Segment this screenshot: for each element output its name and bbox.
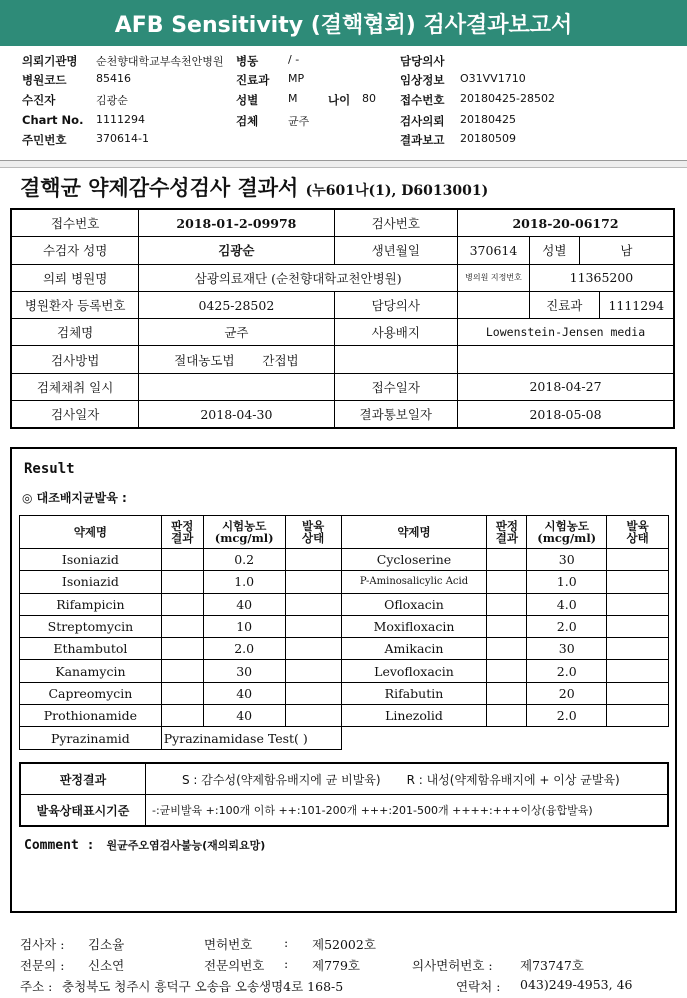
conc-cell: 30 (527, 638, 607, 660)
conc-cell: 1.0 (203, 571, 285, 593)
info-label: 검체채취 일시 (11, 373, 139, 400)
table-row (11, 291, 674, 318)
doctor-label: 담당의사 (400, 54, 445, 68)
growth-cell (607, 638, 669, 660)
specialist-label: 전문의 : (20, 958, 65, 973)
method-1: 절대농도법 (174, 352, 235, 368)
document-code: (누601나(1), D6013001) (305, 183, 489, 199)
info-value: 2018-01-2-09978 (139, 209, 334, 237)
growth-cell (285, 660, 341, 682)
growth-cell (285, 638, 341, 660)
contact-label: 연락처 : (456, 979, 501, 994)
info-label: 생년월일 (334, 237, 457, 264)
conc-cell: 2.0 (527, 660, 607, 682)
info-value: 2018-20-06172 (458, 209, 674, 237)
judge-cell (487, 660, 527, 682)
judge-cell (161, 615, 203, 637)
growth-text: -:균비발육 +:100개 이하 ++:101-200개 +++:201-500개 ++++:+++이상(융합발육) (146, 795, 669, 827)
growth-cell (607, 615, 669, 637)
conc-cell: 20 (527, 682, 607, 704)
license-label: 면허번호 (204, 937, 253, 952)
growth-cell (285, 549, 341, 571)
spec-no-label: 전문의번호 (204, 958, 265, 973)
col-growth: 발육 상태 (285, 516, 341, 549)
info-value: 0425-28502 (139, 291, 334, 318)
info-label: 검사방법 (11, 346, 139, 373)
drug-name: Streptomycin (20, 615, 162, 637)
info-label: 성별 (529, 237, 579, 264)
col-conc: 시험농도 (mcg/ml) (527, 516, 607, 549)
judge-cell (161, 660, 203, 682)
judge-s: S : 감수성(약제함유배지에 균 비발육) (182, 772, 381, 787)
judge-text (146, 763, 669, 795)
table-row (20, 593, 669, 615)
drug-name: Ofloxacin (341, 593, 487, 615)
col-growth: 발육 상태 (607, 516, 669, 549)
tester-label: 검사자 : (20, 937, 65, 952)
info-label: 결과통보일자 (334, 401, 457, 429)
receipt-value: 20180425-28502 (460, 92, 555, 105)
growth-cell (607, 660, 669, 682)
drug-name: Moxifloxacin (341, 615, 487, 637)
growth-cell (607, 549, 669, 571)
col-drug: 약제명 (341, 516, 487, 549)
table-row (20, 795, 668, 827)
hospital-label: 의뢰기관명 (22, 54, 78, 68)
judge-cell (487, 571, 527, 593)
col-conc: 시험농도 (mcg/ml) (203, 516, 285, 549)
info-label: 수검자 성명 (11, 237, 139, 264)
growth-cell (285, 593, 341, 615)
judge-cell (487, 615, 527, 637)
info-value: 2018-05-08 (458, 401, 674, 429)
info-value: 삼광의료재단 (순천향대학교천안병원) (139, 264, 458, 291)
drug-name: Isoniazid (20, 571, 162, 593)
drug-name: Levofloxacin (341, 660, 487, 682)
conc-cell: 0.2 (203, 549, 285, 571)
table-row (20, 549, 669, 571)
info-value (334, 346, 457, 373)
conc-cell: 4.0 (527, 593, 607, 615)
drug-name: Linezolid (341, 705, 487, 727)
clinical-value: O31VV1710 (460, 72, 526, 85)
judge-cell (487, 593, 527, 615)
chart-label: Chart No. (22, 113, 84, 127)
info-value: Lowenstein-Jensen media (458, 319, 674, 346)
info-value (458, 346, 674, 373)
comment-label: Comment : (24, 838, 95, 853)
drug-name: P-Aminosalicylic Acid (341, 571, 487, 593)
growth-cell (285, 682, 341, 704)
info-value (458, 291, 530, 318)
drug-name: Kanamycin (20, 660, 162, 682)
info-label: 진료과 (529, 291, 599, 318)
judge-cell (161, 549, 203, 571)
code-label: 병원코드 (22, 73, 67, 87)
judge-label: 판정결과 (20, 763, 146, 795)
info-label: 병원환자 등록번호 (11, 291, 139, 318)
method-2: 간접법 (262, 352, 299, 368)
judge-cell (161, 638, 203, 660)
table-row (11, 264, 674, 291)
judge-cell (161, 705, 203, 727)
chart-value: 1111294 (96, 113, 145, 126)
info-label: 검사일자 (11, 401, 139, 429)
specialist-value: 신소연 (88, 958, 125, 973)
table-row (20, 571, 669, 593)
info-value: 370614 (458, 237, 530, 264)
conc-cell: 1.0 (527, 571, 607, 593)
header-divider (0, 160, 687, 168)
document-title (20, 172, 488, 202)
growth-cell (607, 593, 669, 615)
drug-name: Isoniazid (20, 549, 162, 571)
conc-cell: 2.0 (527, 705, 607, 727)
info-table (10, 208, 675, 429)
address-value: 충청북도 청주시 흥덕구 오송읍 오송생명4로 168-5 (62, 979, 344, 994)
conc-cell: 40 (203, 593, 285, 615)
table-row (11, 237, 674, 264)
drug-name: Pyrazinamid (20, 727, 162, 749)
table-row (11, 209, 674, 237)
info-value (139, 346, 334, 373)
growth-cell (285, 571, 341, 593)
table-row (20, 615, 669, 637)
table-row (11, 401, 674, 429)
resident-value: 370614-1 (96, 132, 149, 145)
age-value: 80 (362, 92, 376, 105)
report-label: 결과보고 (400, 133, 445, 147)
report-banner-title: AFB Sensitivity (결핵협회) 검사결과보고서 (0, 0, 687, 46)
col-judge: 판정 결과 (487, 516, 527, 549)
table-row (20, 660, 669, 682)
info-label: 의뢰 병원명 (11, 264, 139, 291)
pza-test: Pyrazinamidase Test( ) (161, 727, 341, 749)
receipt-label: 접수번호 (400, 93, 445, 107)
table-row (20, 638, 669, 660)
result-section (10, 447, 677, 913)
judge-cell (487, 705, 527, 727)
conc-cell: 2.0 (203, 638, 285, 660)
growth-label: 발육상태표시기준 (20, 795, 146, 827)
table-row (11, 319, 674, 346)
col-drug: 약제명 (20, 516, 162, 549)
comment (24, 837, 265, 853)
dept-value: MP (288, 72, 305, 85)
report-value: 20180509 (460, 132, 516, 145)
info-value: 1111294 (599, 291, 674, 318)
license-value: 제52002호 (312, 937, 376, 952)
control-growth-label: ◎ 대조배지균발육 : (22, 491, 127, 505)
code-value: 85416 (96, 72, 131, 85)
info-label: 병의원 지정번호 (458, 264, 530, 291)
contact-value: 043)249-4953, 46 (520, 977, 633, 992)
result-label: Result (24, 461, 75, 477)
judge-r: R : 내성(약제함유배지에 + 이상 균발육) (406, 772, 620, 787)
patient-value: 김광순 (96, 94, 128, 107)
doc-license-value: 제73747호 (520, 958, 584, 973)
spec-no-value: 제779호 (312, 958, 361, 973)
judge-cell (487, 682, 527, 704)
table-row (20, 682, 669, 704)
info-value: 김광순 (139, 237, 334, 264)
ward-label: 병동 (236, 54, 259, 68)
judge-cell (487, 638, 527, 660)
info-label: 접수일자 (334, 373, 457, 400)
drug-table-header (20, 516, 669, 549)
clinical-label: 임상정보 (400, 73, 445, 87)
sex-label: 성별 (236, 93, 259, 107)
drug-name: Rifabutin (341, 682, 487, 704)
growth-cell (607, 682, 669, 704)
info-value: 2018-04-27 (458, 373, 674, 400)
empty-cell (341, 727, 668, 749)
doc-license-label: 의사면허번호 : (412, 958, 493, 973)
table-row (20, 705, 669, 727)
hospital-value: 순천향대학교부속천안병원 (96, 55, 224, 68)
growth-cell (285, 705, 341, 727)
request-value: 20180425 (460, 113, 516, 126)
growth-cell (607, 705, 669, 727)
ward-value: / - (288, 53, 300, 66)
col-judge: 판정 결과 (161, 516, 203, 549)
conc-cell: 40 (203, 705, 285, 727)
table-row (11, 346, 674, 373)
info-label: 접수번호 (11, 209, 139, 237)
table-row (20, 763, 668, 795)
conc-cell: 30 (527, 549, 607, 571)
info-label: 검체명 (11, 319, 139, 346)
judge-cell (487, 549, 527, 571)
info-value (139, 373, 334, 400)
judge-cell (161, 682, 203, 704)
comment-value: 원균주오염검사불능(재의뢰요망) (106, 839, 266, 852)
drug-name: Capreomycin (20, 682, 162, 704)
growth-cell (607, 571, 669, 593)
drug-name: Ethambutol (20, 638, 162, 660)
resident-label: 주민번호 (22, 133, 67, 147)
info-label: 검사번호 (334, 209, 457, 237)
sex-value: M (288, 92, 298, 105)
address-label: 주소 : (20, 979, 53, 994)
info-value: 남 (579, 237, 674, 264)
age-label: 나이 (328, 93, 351, 107)
table-row (11, 373, 674, 400)
drug-name: Prothionamide (20, 705, 162, 727)
dept-label: 진료과 (236, 73, 270, 87)
request-label: 검사의뢰 (400, 114, 445, 128)
drug-name: Cycloserine (341, 549, 487, 571)
drug-name: Amikacin (341, 638, 487, 660)
specimen-label: 검체 (236, 114, 259, 128)
conc-cell: 2.0 (527, 615, 607, 637)
conc-cell: 10 (203, 615, 285, 637)
info-value: 2018-04-30 (139, 401, 334, 429)
conc-cell: 40 (203, 682, 285, 704)
conc-cell: 30 (203, 660, 285, 682)
specimen-value: 균주 (288, 115, 310, 128)
info-label: 담당의사 (334, 291, 457, 318)
footer: 검사자 : 김소율 면허번호 : 제52002호 전문의 : 신소연 전문의번호 : 제779호 의사면허번호 : 제73747호 주소 : 충청북도 청주시 흥덕구 오송읍 오송생명4로 168-5 연락처 : 043)249-4953, 46 (20, 935, 633, 994)
growth-cell (285, 615, 341, 637)
patient-header (0, 48, 687, 160)
legend-table (19, 762, 669, 827)
tester-value: 김소율 (88, 937, 125, 952)
judge-cell (161, 571, 203, 593)
drug-name: Rifampicin (20, 593, 162, 615)
info-label: 사용배지 (334, 319, 457, 346)
patient-label: 수진자 (22, 93, 56, 107)
info-value: 균주 (139, 319, 334, 346)
drug-table (19, 515, 669, 750)
document-title-text: 결핵균 약제감수성검사 결과서 (20, 175, 299, 200)
info-value: 11365200 (529, 264, 674, 291)
table-row (20, 727, 669, 749)
judge-cell (161, 593, 203, 615)
